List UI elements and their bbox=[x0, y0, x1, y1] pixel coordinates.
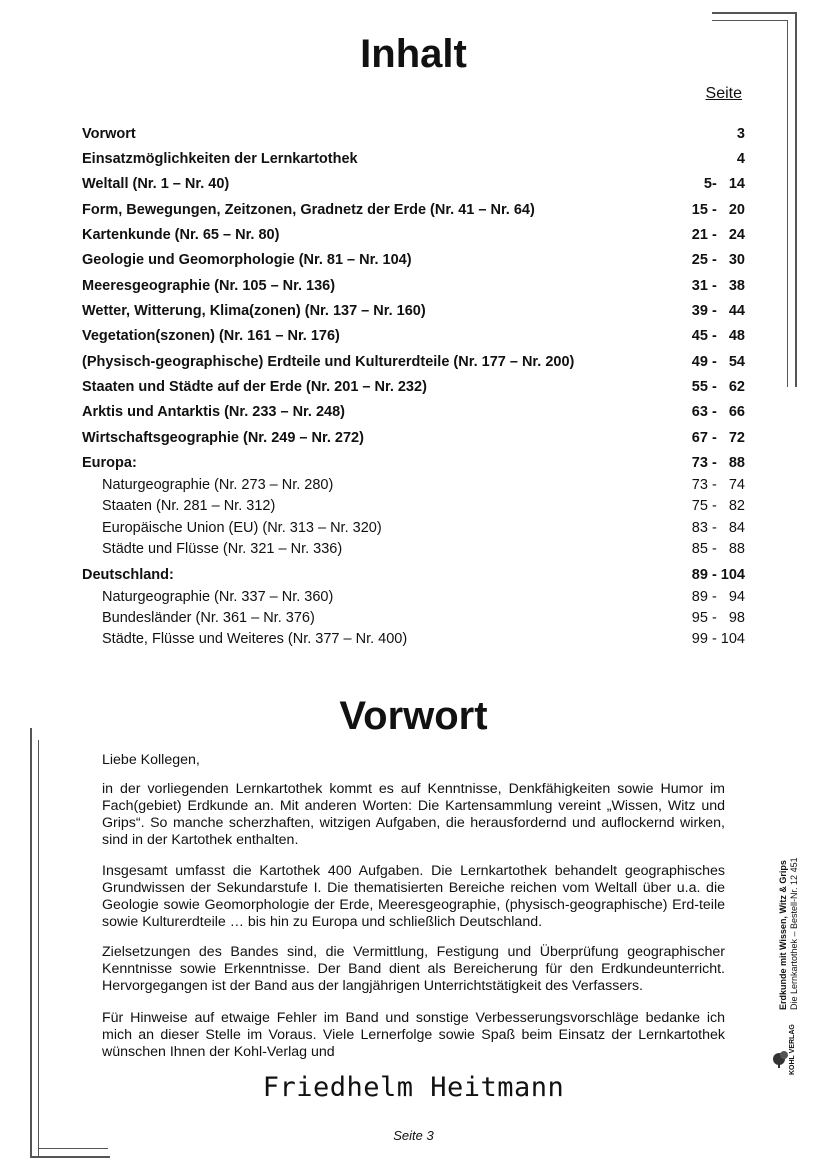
publisher-name: KOHL VERLAG bbox=[789, 1024, 796, 1075]
toc-entry bbox=[82, 301, 745, 321]
sidebar-title-line: Erdkunde mit Wissen, Witz & Grips bbox=[778, 860, 788, 1010]
toc-entry-label: Wetter, Witterung, Klima(zonen) (Nr. 137 – Nr. 160) bbox=[82, 303, 426, 319]
toc-entry-label: Städte und Flüsse (Nr. 321 – Nr. 336) bbox=[102, 541, 343, 557]
toc-entry bbox=[82, 402, 745, 422]
publisher-logo-icon bbox=[770, 1046, 792, 1068]
frame-line-top-right-outer bbox=[712, 12, 797, 14]
toc-entry-label: Weltall (Nr. 1 – Nr. 40) bbox=[82, 176, 230, 192]
toc-entry-label: Bundesländer (Nr. 361 – Nr. 376) bbox=[102, 610, 315, 626]
frame-line-bottom-left-outer bbox=[30, 1156, 110, 1158]
toc-entry bbox=[82, 276, 745, 296]
toc-entry-label: Staaten (Nr. 281 – Nr. 312) bbox=[102, 498, 276, 514]
toc-entry bbox=[82, 587, 745, 607]
toc-entry bbox=[82, 225, 745, 245]
toc-entry bbox=[82, 377, 745, 397]
toc-entry-label: Geologie und Geomorphologie (Nr. 81 – Nr. 104) bbox=[82, 252, 412, 268]
toc-entry-label: Europa: bbox=[82, 455, 137, 471]
toc-entry-label: Wirtschaftsgeographie (Nr. 249 – Nr. 272) bbox=[82, 430, 364, 446]
vorwort-paragraph-4: Für Hinweise auf etwaige Fehler im Band und sonstige Verbesserungsvorschläge bedanke ich mich an dieser Stelle im Voraus. Viele Lernerfolge sowie Spaß beim Einsatz der Lernkartothek wünschen Ihnen der Kohl-Verlag und bbox=[102, 1010, 725, 1060]
toc-entry bbox=[82, 629, 745, 649]
toc-entry-label: Vegetation(szonen) (Nr. 161 – Nr. 176) bbox=[82, 328, 340, 344]
toc-entry-pages: 73 - 88 bbox=[691, 455, 745, 471]
toc-entry bbox=[82, 565, 745, 585]
toc-entry-label: Staaten und Städte auf der Erde (Nr. 201 – Nr. 232) bbox=[82, 379, 427, 395]
toc-entry-pages: 21 - 24 bbox=[691, 227, 745, 243]
toc-entry bbox=[82, 608, 745, 628]
signature: Friedhelm Heitmann bbox=[262, 1072, 565, 1103]
toc-entry bbox=[82, 200, 745, 220]
vorwort-paragraph-1: in der vorliegenden Lernkartothek kommt es auf Kenntnisse, Denkfähigkeiten sowie Humor im Fach(gebiet) Erdkunde an. Mit anderen Worten: Die Kartensammlung vereint „Wissen, Witz und Grips“. So manche scherzhaften, witzigen Aufgaben, die herausfordernd und auflockernd wirken, sind in der Kartothek enthalten. bbox=[102, 781, 725, 848]
toc-entry bbox=[82, 453, 745, 473]
toc-entry bbox=[82, 250, 745, 270]
frame-line-top-right-inner bbox=[712, 20, 788, 21]
seite-column-header: Seite bbox=[705, 85, 742, 102]
vorwort-greeting: Liebe Kollegen, bbox=[102, 752, 200, 768]
toc-entry-pages: 5- 14 bbox=[703, 176, 745, 192]
toc-entry bbox=[82, 518, 745, 538]
toc-entry-pages: 99 - 104 bbox=[691, 631, 745, 647]
toc-entry-label: Vorwort bbox=[82, 126, 136, 142]
toc-entry bbox=[82, 539, 745, 559]
toc-entry-pages: 63 - 66 bbox=[691, 404, 745, 420]
toc-entry-pages: 67 - 72 bbox=[691, 430, 745, 446]
toc-entry-label: (Physisch-geographische) Erdteile und Kulturerdteile (Nr. 177 – Nr. 200) bbox=[82, 354, 575, 370]
toc-entry-pages: 15 - 20 bbox=[691, 202, 745, 218]
toc-entry-pages: 89 - 104 bbox=[691, 567, 745, 583]
toc-entry-label: Arktis und Antarktis (Nr. 233 – Nr. 248) bbox=[82, 404, 345, 420]
toc-entry-pages: 95 - 98 bbox=[691, 610, 745, 626]
toc-entry-pages: 25 - 30 bbox=[691, 252, 745, 268]
toc-entry-pages: 39 - 44 bbox=[691, 303, 745, 319]
toc-entry bbox=[82, 124, 745, 144]
sidebar-imprint bbox=[776, 850, 816, 1080]
toc-entry-pages: 31 - 38 bbox=[691, 278, 745, 294]
toc-entry bbox=[82, 149, 745, 169]
toc-entry-pages: 89 - 94 bbox=[691, 589, 745, 605]
vorwort-title: Vorwort bbox=[339, 694, 488, 738]
frame-line-bottom-left-inner bbox=[38, 1148, 108, 1149]
toc-entry-pages: 83 - 84 bbox=[691, 520, 745, 536]
toc-entry bbox=[82, 428, 745, 448]
inhalt-title: Inhalt bbox=[360, 32, 467, 76]
toc-entry-label: Naturgeographie (Nr. 337 – Nr. 360) bbox=[102, 589, 334, 605]
page-number: Seite 3 bbox=[393, 1128, 434, 1143]
toc-entry-label: Städte, Flüsse und Weiteres (Nr. 377 – Nr. 400) bbox=[102, 631, 408, 647]
toc-entry-pages: 3 bbox=[736, 126, 745, 142]
toc-entry-label: Deutschland: bbox=[82, 567, 174, 583]
toc-entry-label: Meeresgeographie (Nr. 105 – Nr. 136) bbox=[82, 278, 336, 294]
toc-entry-pages: 45 - 48 bbox=[691, 328, 745, 344]
toc-entry-pages: 49 - 54 bbox=[691, 354, 745, 370]
toc-entry bbox=[82, 352, 745, 372]
toc-entry-pages: 75 - 82 bbox=[691, 498, 745, 514]
toc-entry-label: Kartenkunde (Nr. 65 – Nr. 80) bbox=[82, 227, 280, 243]
toc-entry bbox=[82, 496, 745, 516]
toc-entry-label: Naturgeographie (Nr. 273 – Nr. 280) bbox=[102, 477, 334, 493]
toc-entry bbox=[82, 475, 745, 495]
toc-entry-label: Form, Bewegungen, Zeitzonen, Gradnetz der Erde (Nr. 41 – Nr. 64) bbox=[82, 202, 535, 218]
toc-entry-pages: 4 bbox=[736, 151, 745, 167]
toc-entry-pages: 73 - 74 bbox=[691, 477, 745, 493]
toc-entry-pages: 85 - 88 bbox=[691, 541, 745, 557]
toc-entry bbox=[82, 174, 745, 194]
toc-entry bbox=[82, 326, 745, 346]
toc-entry-label: Einsatzmöglichkeiten der Lernkartothek bbox=[82, 151, 358, 167]
toc-entry-label: Europäische Union (EU) (Nr. 313 – Nr. 320) bbox=[102, 520, 382, 536]
vorwort-paragraph-3: Zielsetzungen des Bandes sind, die Vermittlung, Festigung und Überprüfung geographischer Kenntnisse sowie Erkenntnisse. Der Band dient als Bereicherung für den Erdkundeunterricht. Hervorgegangen ist der Band aus der langjährigen Unterrichtstätigkeit des Verfassers. bbox=[102, 944, 725, 994]
toc-entry-pages: 55 - 62 bbox=[691, 379, 745, 395]
sidebar-order-line: Die Lernkartothek – Bestell-Nr. 12 451 bbox=[789, 857, 799, 1010]
vorwort-paragraph-2: Insgesamt umfasst die Kartothek 400 Aufgaben. Die Lernkartothek behandelt geographisches Grundwissen der Sekundarstufe I. Die thematisierten Bereiche reichen vom Weltall über u.a. die Geologie sowie Geomorphologie der Erde, Meeresgeographie, (physisch-geographische) Erd-teile sowie Kulturerdteile … bis hin zu Europa und schließlich Deutschland. bbox=[102, 863, 725, 930]
